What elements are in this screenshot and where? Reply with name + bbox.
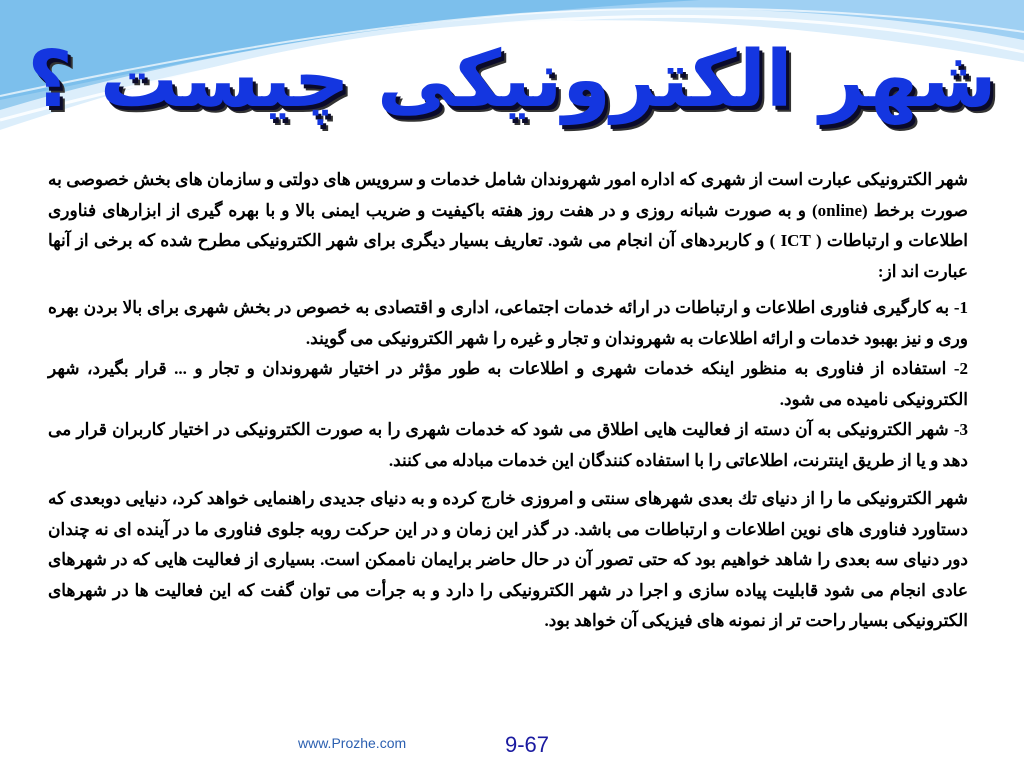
definition-item-3: 3- شهر الکترونیکی به آن دسته از فعالیت هایی اطلاق می شود که خدمات شهری را به صورت الکترونیکی در اختیار کاربران قرار می دهد و یا از طریق اینترنت، اطلاعاتی را با استفاده کنندگان این خدمات مبادله می کنند. xyxy=(48,420,968,470)
footer-url: www.Prozhe.com xyxy=(298,735,407,751)
definition-paragraph: شهر الکترونیکی عبارت است از شهری که اداره امور شهروندان شامل خدمات و سرویس های دولتی و سازمان های بخش خصوصی به صورت برخط (online) و به صورت شبانه روزی و در هفت روز هفته باکیفیت و ضریب ایمنی بالا و با بهره گیری از ابزارهای فناوری اطلاعات و ارتباطات ( ICT ) و کاربردهای آن انجام می شود. تعاریف بسیار دیگری برای شهر الکترونیکی مطرح شده که برخی از آنها عبارت اند از: xyxy=(48,170,968,281)
page-number: 9-67 xyxy=(505,732,550,757)
future-paragraph: شهر الکترونیکی ما را از دنیای تك بعدی شهرهای سنتی و امروزی خارج کرده و به دنیای جدیدی راهنمایی خواهد کرد، دنیایی دوبعدی که دستاورد فناوری های نوین اطلاعات و ارتباطات می باشد. در گذر این زمان و در این حرکت روبه جلوی فناوری ما در آینده ای نه چندان دور دنیای سه بعدی را شاهد خواهیم بود که حتی تصور آن در حال حاضر برایمان ناممکن است. بسیاری از فعالیت هایی که در شهرهای عادی انجام می شود قابلیت پیاده سازی و اجرا در شهر الکترونیکی را دارد و به جرأت می توان گفت که این فعالیت ها در شهرهای الکترونیکی بسیار راحت تر از نمونه های فیزیکی آن خواهد بود. xyxy=(48,489,968,630)
definition-item-1: 1- به کارگیری فناوری اطلاعات و ارتباطات در ارائه خدمات اجتماعی، اداری و اقتصادی به خصوص در بخش شهری برای بالا بردن بهره وری و نیز بهبود خدمات و ارائه اطلاعات به شهروندان و تجار و غیره را شهر الکترونیکی می گویند. xyxy=(48,298,968,348)
slide-body xyxy=(48,165,968,637)
page-title: شهر الکترونیکی چیست ؟ xyxy=(27,35,997,125)
definition-item-2: 2- استفاده از فناوری به منظور اینکه خدمات شهری و اطلاعات به طور مؤثر در اختیار شهروندان و تجار و ... قرار بگیرد، شهر الکترونیکی نامیده می شود. xyxy=(48,359,968,409)
